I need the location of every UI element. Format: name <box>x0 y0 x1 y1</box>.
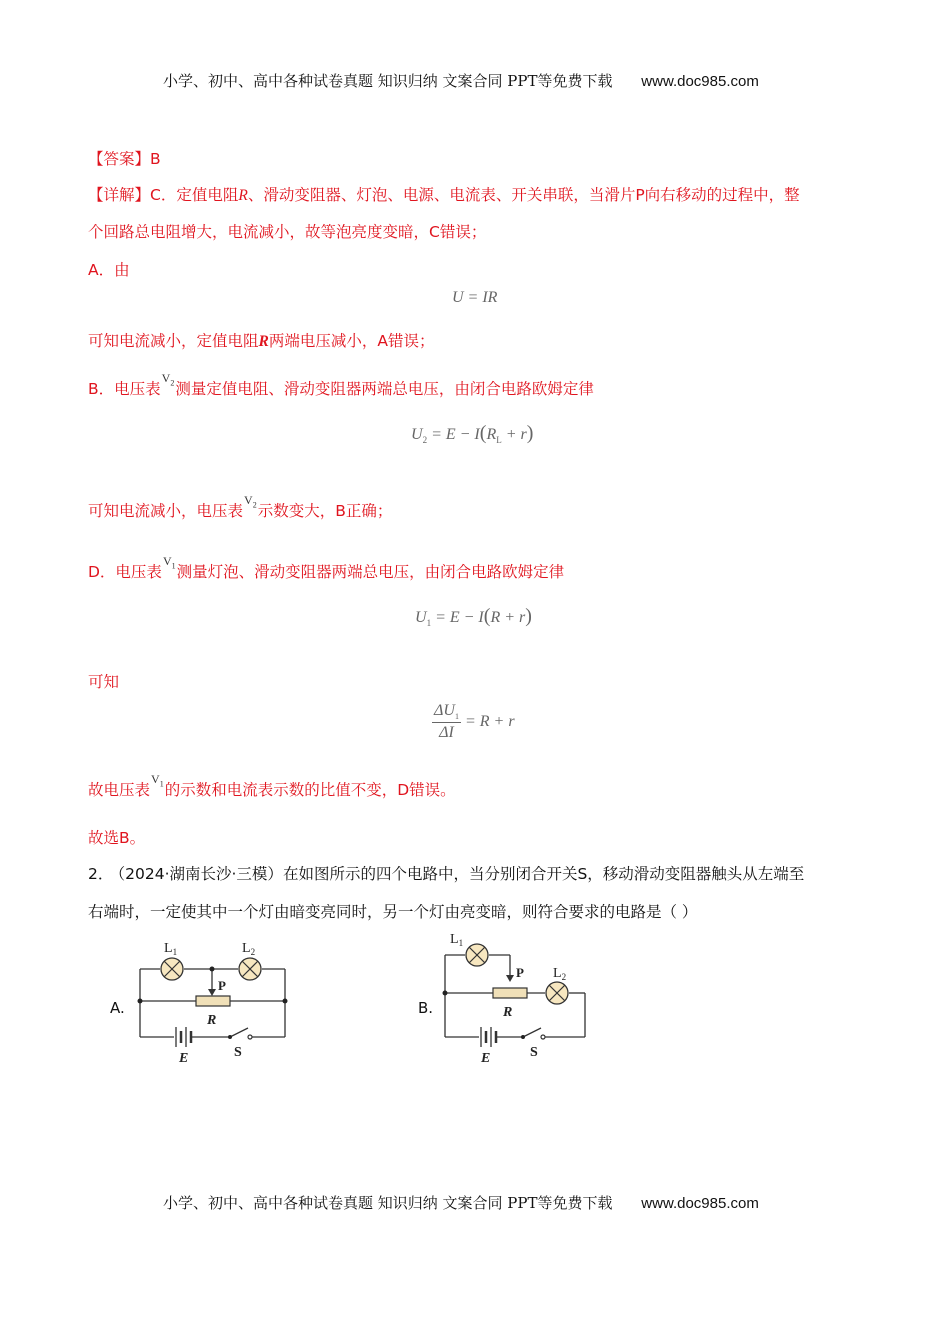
d-know <box>88 670 119 692</box>
slider-arrow-a <box>208 989 216 996</box>
d-conclusion-pre: 故电压表 <box>88 781 151 799</box>
u1-in: R + r <box>490 609 526 626</box>
final-choice <box>88 826 145 848</box>
junction-a-right <box>283 999 288 1004</box>
label-a-l1: $L_1$ <box>164 941 178 957</box>
b-conclusion-pre: 可知电流减小，电压表 <box>88 502 244 520</box>
u2-in-sub: L <box>496 435 502 446</box>
junction-a-left <box>138 999 143 1004</box>
final-text: 故选B。 <box>88 829 146 847</box>
formula-u1 <box>415 605 532 628</box>
switch-b-contact <box>541 1035 545 1039</box>
circuit-a-option <box>110 999 125 1017</box>
page-header <box>163 70 759 91</box>
switch-b-pivot <box>521 1035 525 1039</box>
circuit-a-diagram <box>130 935 300 1070</box>
resistor-b <box>493 988 527 998</box>
lamp-b-l1 <box>466 944 488 966</box>
option-a-conclusion <box>88 329 434 351</box>
option-b-conclusion <box>88 493 393 521</box>
v2-symbol-2 <box>244 493 257 510</box>
label-b-r: R <box>503 1005 513 1020</box>
circuit-a-option-label: A. <box>110 999 125 1017</box>
v1-sub: 1 <box>171 561 176 571</box>
u1-sub: 1 <box>426 618 432 629</box>
circuit-b-option-label: B. <box>418 999 434 1017</box>
label-a-r: R <box>207 1013 217 1028</box>
formula-u-ir-text: U = IR <box>452 289 498 306</box>
d-post: 测量灯泡、滑动变阻器两端总电压，由闭合电路欧姆定律 <box>176 563 565 581</box>
u1-paren-close: ) <box>525 605 532 627</box>
resistor-a <box>196 996 230 1006</box>
question-2-line-2 <box>88 900 697 922</box>
question-text-1: 在如图所示的四个电路中，当分别闭合开关S，移动滑动变阻器触头从左端至 <box>282 865 805 883</box>
d-know-text: 可知 <box>88 673 120 691</box>
footer-text: 小学、初中、高中各种试卷真题 知识归纳 文案合同 PPT等免费下载 <box>163 1194 613 1212</box>
frac-rhs: = R + r <box>460 712 515 730</box>
lamp-b-l2 <box>546 982 568 1004</box>
detail-line-2 <box>88 220 486 242</box>
page-footer <box>163 1192 759 1213</box>
b-pre: B．电压表 <box>88 380 161 398</box>
switch-a-pivot <box>228 1035 232 1039</box>
fraction-numerator <box>432 702 461 723</box>
question-source: （2024·湖南长沙·三模） <box>117 865 283 883</box>
footer-site[interactable]: www.doc985.com <box>641 1195 759 1212</box>
v2-letter: V <box>161 371 171 385</box>
label-a-p: P <box>218 978 226 993</box>
junction-a-top <box>210 967 215 972</box>
question-number: 2． <box>88 865 114 883</box>
junction-b-left <box>443 991 448 996</box>
v2-symbol <box>161 371 175 388</box>
d-conclusion <box>88 772 456 800</box>
header-text: 小学、初中、高中各种试卷真题 知识归纳 文案合同 PPT等免费下载 <box>163 72 613 90</box>
u2-mid: = E − I <box>427 426 480 443</box>
label-b-l2: $L_2$ <box>553 966 567 982</box>
option-a-label <box>88 258 130 280</box>
u2-paren-close: ) <box>526 422 534 444</box>
frac-num-sub: 1 <box>454 712 459 722</box>
b-post: 测量定值电阻、滑动变阻器两端总电压，由闭合电路欧姆定律 <box>175 380 594 398</box>
detail-line-1 <box>88 183 800 205</box>
slider-arrow-b <box>506 975 514 982</box>
fraction <box>432 702 461 742</box>
option-a-text: A．由 <box>88 261 130 279</box>
switch-a-contact <box>248 1035 252 1039</box>
a-conclusion-post: 两端电压减小，A错误； <box>268 332 435 350</box>
question-2-line-1 <box>88 862 804 884</box>
v1-letter-2: V <box>151 772 160 786</box>
battery-b <box>481 1027 496 1047</box>
u2-paren-open: ( <box>479 422 487 444</box>
u2-tail: + r <box>501 426 527 443</box>
label-a-s: S <box>234 1045 242 1060</box>
lamp-a-l2 <box>239 958 261 980</box>
detail-text-2: 个回路总电阻增大，电流减小，故等泡亮度变暗，C错误； <box>88 223 487 241</box>
option-b-line <box>88 371 594 399</box>
v1-letter: V <box>162 554 172 568</box>
header-site[interactable]: www.doc985.com <box>641 73 759 90</box>
label-a-e: E <box>179 1051 189 1066</box>
v1-symbol-2 <box>151 772 164 789</box>
formula-u2 <box>411 422 533 445</box>
lamp-a-l1 <box>161 958 183 980</box>
question-text-2: 右端时，一定使其中一个灯由暗变亮同时，另一个灯由亮变暗，则符合要求的电路是（ ） <box>88 903 698 921</box>
u1-lhs: U <box>415 609 427 626</box>
detail-label: 【详解】 <box>88 186 151 204</box>
u2-lhs: U <box>411 426 423 443</box>
u1-mid: = E − I <box>431 609 484 626</box>
var-r: R <box>238 187 248 204</box>
label-b-s: S <box>530 1045 538 1060</box>
answer-label: 【答案】B <box>88 150 161 168</box>
label-b-p: P <box>516 965 524 980</box>
v2-sub: 2 <box>170 378 175 388</box>
detail-text-1a: C．定值电阻 <box>150 186 239 204</box>
d-pre: D．电压表 <box>88 563 162 581</box>
detail-text-1b: 、滑动变阻器、灯泡、电源、电流表、开关串联，当滑片P向右移动的过程中，整 <box>247 186 800 204</box>
b-conclusion-post: 示数变大，B正确； <box>257 502 393 520</box>
a-conclusion-pre: 可知电流减小，定值电阻 <box>88 332 259 350</box>
v2-sub-2: 2 <box>252 500 257 510</box>
formula-fraction <box>432 702 515 742</box>
answer-line <box>88 147 161 169</box>
formula-u-ir <box>452 289 497 307</box>
frac-num: ΔU <box>434 702 455 719</box>
fraction-denominator: ΔI <box>439 724 454 742</box>
a-conclusion-var: R <box>258 333 269 350</box>
v1-symbol <box>162 554 176 571</box>
v2-letter-2: V <box>244 493 253 507</box>
battery-a <box>176 1027 191 1047</box>
label-b-l1: $L_1$ <box>450 932 464 948</box>
u2-in: R <box>486 426 497 443</box>
u1-paren-open: ( <box>483 605 491 627</box>
option-d-line <box>88 554 565 582</box>
circuit-b-option <box>418 999 433 1017</box>
circuit-b-diagram <box>435 925 605 1070</box>
label-b-e: E <box>481 1051 491 1066</box>
v1-sub-2: 1 <box>159 779 164 789</box>
label-a-l2: $L_2$ <box>242 941 256 957</box>
d-conclusion-post: 的示数和电流表示数的比值不变，D错误。 <box>164 781 456 799</box>
u2-sub: 2 <box>422 435 428 446</box>
